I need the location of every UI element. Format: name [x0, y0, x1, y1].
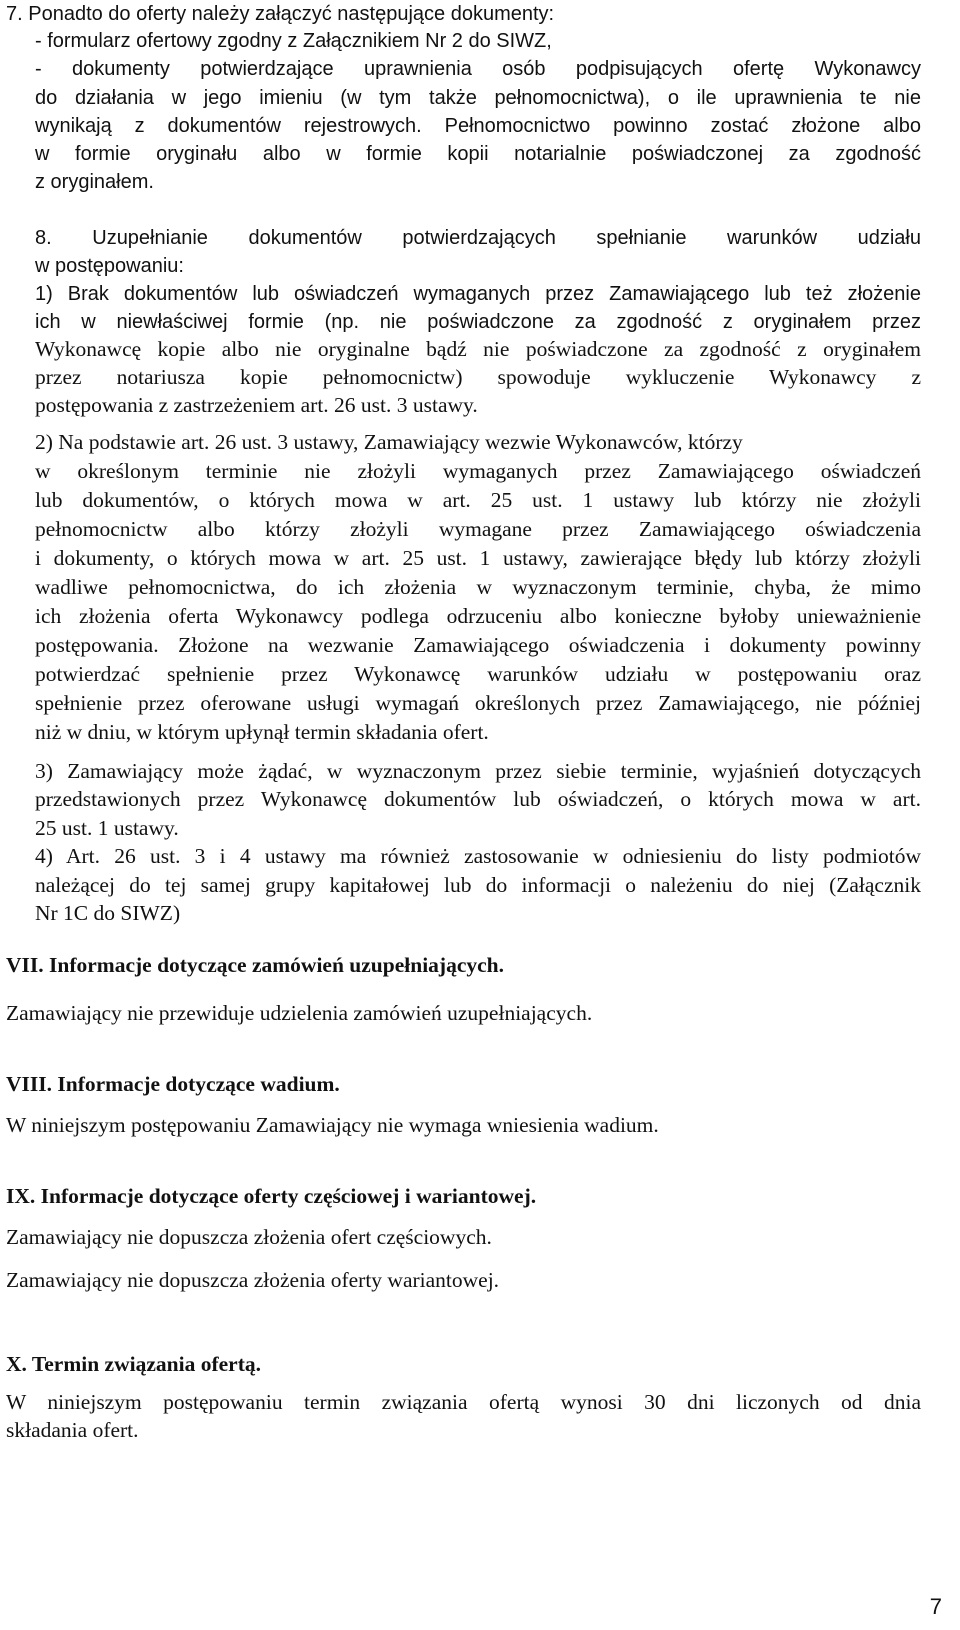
paragraph-line: i dokumenty, o których mowa w art. 25 ust. 1 ustawy, zawierające błędy lub którzy złożyli	[35, 546, 921, 570]
list-item-documents-cont: do działania w jego imieniu (w tym także pełnomocnictwa), o ile uprawnienia te nie	[35, 87, 921, 109]
paragraph-line: 3) Zamawiający może żądać, w wyznaczonym przez siebie terminie, wyjaśnień dotyczących	[35, 759, 921, 783]
paragraph-line: Wykonawcę kopie albo nie oryginalne bądź nie poświadczone za zgodność z oryginałem	[35, 337, 921, 361]
section-heading: VII. Informacje dotyczące zamówień uzupełniających.	[6, 953, 504, 977]
paragraph-line: lub dokumentów, o których mowa w art. 25 ust. 1 ustawy lub którzy nie złożyli	[35, 488, 921, 512]
section-text: składania ofert.	[6, 1418, 139, 1442]
paragraph-line: pełnomocnictw albo którzy złożyli wymagane przez Zamawiającego oświadczenia	[35, 517, 921, 541]
list-item-form: - formularz ofertowy zgodny z Załącznikiem Nr 2 do SIWZ,	[35, 30, 552, 52]
paragraph-line: niż w dniu, w którym upłynął termin składania ofert.	[35, 720, 489, 744]
paragraph-line: Nr 1C do SIWZ)	[35, 901, 181, 925]
section-heading: X. Termin związania ofertą.	[6, 1352, 261, 1376]
paragraph-line: 25 ust. 1 ustawy.	[35, 816, 179, 840]
paragraph-line: ich złożenia oferta Wykonawcy podlega odrzuceniu albo konieczne byłoby unieważnienie	[35, 604, 921, 628]
list-item-documents-cont: w formie oryginału albo w formie kopii notarialnie poświadczonej za zgodność	[35, 143, 921, 165]
section-heading: VIII. Informacje dotyczące wadium.	[6, 1072, 340, 1096]
section-text: Zamawiający nie dopuszcza złożenia ofert częściowych.	[6, 1225, 492, 1249]
section-7-intro: 7. Ponadto do oferty należy załączyć następujące dokumenty:	[6, 3, 555, 25]
paragraph-line: 1) Brak dokumentów lub oświadczeń wymaganych przez Zamawiającego lub też złożenie	[35, 283, 921, 305]
paragraph-line: przez notariusza kopie pełnomocnictw) spowoduje wykluczenie Wykonawcy z	[35, 365, 921, 389]
paragraph-line: przedstawionych przez Wykonawcę dokumentów lub oświadczeń, o których mowa w art.	[35, 787, 921, 811]
list-item-documents-cont: z oryginałem.	[35, 171, 154, 193]
section-text: Zamawiający nie przewiduje udzielenia zamówień uzupełniających.	[6, 1001, 593, 1025]
paragraph-line: wadliwe pełnomocnictwa, do ich złożenia w wyznaczonym terminie, chyba, że mimo	[35, 575, 921, 599]
paragraph-line: należącej do tej samej grupy kapitałowej lub do informacji o należeniu do niej (Załącznik	[35, 873, 921, 897]
section-8-title: 8. Uzupełnianie dokumentów potwierdzających spełnianie warunków udziału	[35, 227, 921, 249]
paragraph-line: 4) Art. 26 ust. 3 i 4 ustawy ma również zastosowanie w odniesieniu do listy podmiotów	[35, 844, 921, 868]
paragraph-line: postępowania. Złożone na wezwanie Zamawiającego oświadczenia i dokumenty powinny	[35, 633, 921, 657]
page-number: 7	[929, 1594, 942, 1619]
paragraph-line: potwierdzać spełnienie przez Wykonawcę warunków udziału w postępowaniu oraz	[35, 662, 921, 686]
list-item-documents: - dokumenty potwierdzające uprawnienia osób podpisujących ofertę Wykonawcy	[35, 58, 921, 80]
paragraph-line: w określonym terminie nie złożyli wymaganych przez Zamawiającego oświadczeń	[35, 459, 921, 483]
section-text: W niniejszym postępowaniu termin związania ofertą wynosi 30 dni liczonych od dnia	[6, 1390, 921, 1414]
paragraph-line: postępowania z zastrzeżeniem art. 26 ust. 3 ustawy.	[35, 393, 478, 417]
paragraph-line: spełnienie przez oferowane usługi wymagań określonych przez Zamawiającego, nie później	[35, 691, 921, 715]
list-item-documents-cont: wynikają z dokumentów rejestrowych. Pełnomocnictwo powinno zostać złożone albo	[35, 115, 921, 137]
section-heading: IX. Informacje dotyczące oferty częściowej i wariantowej.	[6, 1184, 537, 1208]
section-8-title-cont: w postępowaniu:	[35, 255, 184, 277]
section-text: W niniejszym postępowaniu Zamawiający nie wymaga wniesienia wadium.	[6, 1113, 659, 1137]
paragraph-line: ich w niewłaściwej formie (np. nie poświadczone za zgodność z oryginałem przez	[35, 311, 921, 333]
paragraph-line: 2) Na podstawie art. 26 ust. 3 ustawy, Zamawiający wezwie Wykonawców, którzy	[35, 430, 743, 454]
section-text: Zamawiający nie dopuszcza złożenia oferty wariantowej.	[6, 1268, 500, 1292]
